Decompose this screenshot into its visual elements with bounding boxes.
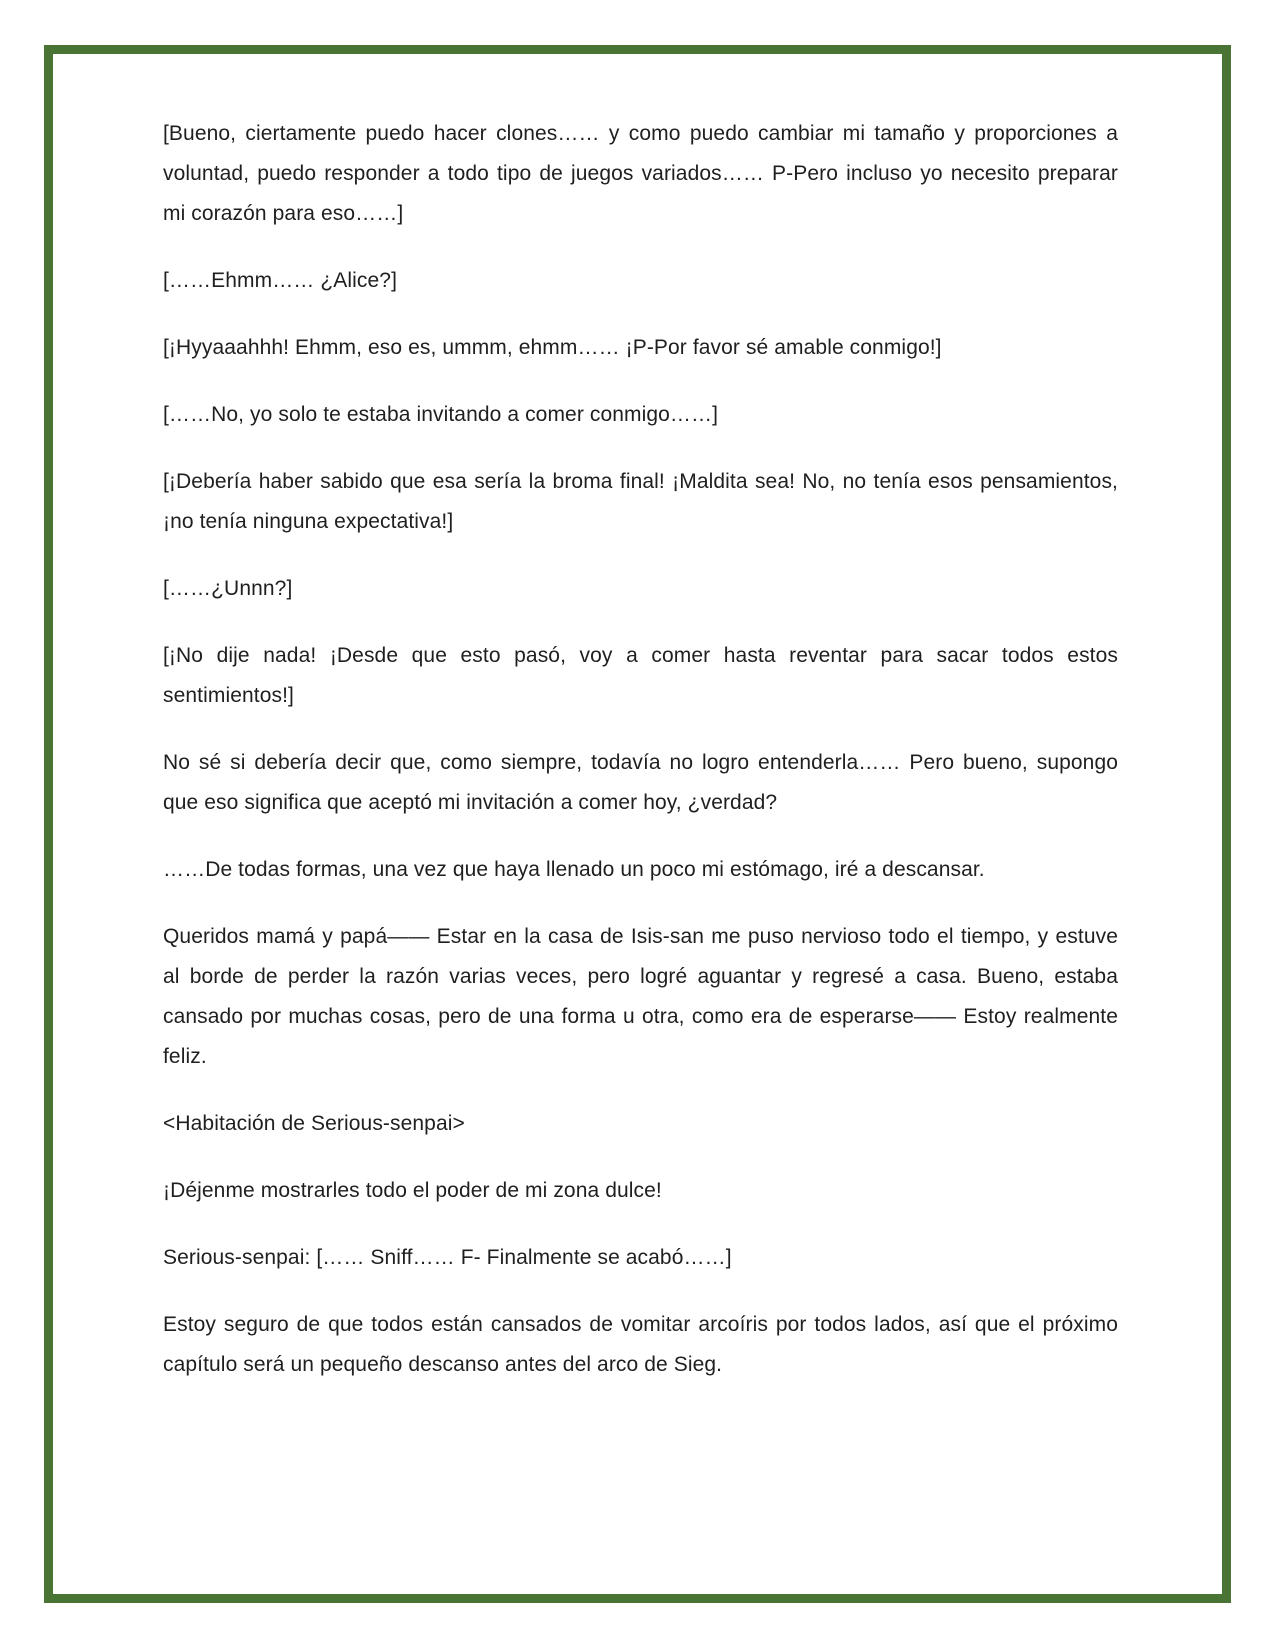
paragraph: [¡Debería haber sabido que esa sería la broma final! ¡Maldita sea! No, no tenía esos pensamientos, ¡no tenía ninguna expectativa!] [163, 470, 1118, 533]
paragraph: [……No, yo solo te estaba invitando a comer conmigo……] [163, 403, 719, 426]
paragraph: <Habitación de Serious-senpai> [163, 1112, 465, 1135]
paragraph: [Bueno, ciertamente puedo hacer clones…… y como puedo cambiar mi tamaño y proporciones a voluntad, puedo responder a todo tipo de juegos variados…… P-Pero incluso yo necesito preparar mi corazón para eso……] [163, 122, 1118, 225]
paragraph: [¡No dije nada! ¡Desde que esto pasó, voy a comer hasta reventar para sacar todos estos sentimientos!] [163, 644, 1118, 707]
paragraph: Serious-senpai: […… Sniff…… F- Finalmente se acabó……] [163, 1246, 732, 1269]
paragraph: Estoy seguro de que todos están cansados de vomitar arcoíris por todos lados, así que el próximo capítulo será un pequeño descanso antes del arco de Sieg. [163, 1313, 1118, 1376]
paragraph: [¡Hyyaaahhh! Ehmm, eso es, ummm, ehmm…… ¡P-Por favor sé amable conmigo!] [163, 336, 942, 359]
paragraph: [……¿Unnn?] [163, 577, 293, 600]
paragraph: [……Ehmm…… ¿Alice?] [163, 269, 397, 292]
page-border-frame [44, 45, 1231, 1603]
paragraph: No sé si debería decir que, como siempre, todavía no logro entenderla…… Pero bueno, supongo que eso significa que aceptó mi invitación a comer hoy, ¿verdad? [163, 751, 1118, 814]
document-body [163, 114, 1118, 1385]
paragraph: ¡Déjenme mostrarles todo el poder de mi zona dulce! [163, 1179, 662, 1202]
paragraph: Queridos mamá y papá—— Estar en la casa de Isis-san me puso nervioso todo el tiempo, y estuve al borde de perder la razón varias veces, pero logré aguantar y regresé a casa. Bueno, estaba cansado por muchas cosas, pero de una forma u otra, como era de esperarse—— Estoy realmente feliz. [163, 925, 1118, 1068]
paragraph: ……De todas formas, una vez que haya llenado un poco mi estómago, iré a descansar. [163, 858, 985, 881]
